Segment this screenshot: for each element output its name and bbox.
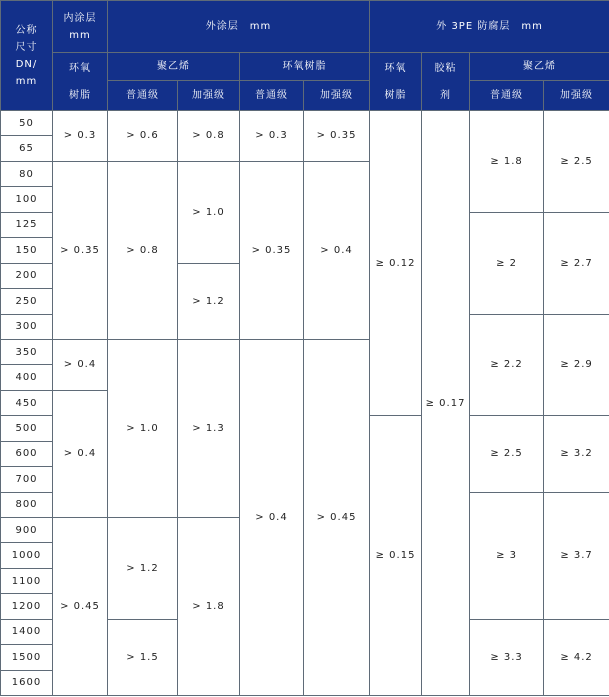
dn-cell: 800 [1,492,53,517]
pe3-polyethylene-header: 聚乙烯 [470,53,609,81]
dn-header-line-2: 尺寸 [15,41,38,53]
epoxy-reinforced-header: 加强级 [304,81,370,111]
dn-cell: 450 [1,390,53,415]
dn-cell: 200 [1,263,53,288]
pe3-reinforced-header: 加强级 [544,81,609,111]
pe-standard-header: 普通级 [108,81,178,111]
pe-reinforced-cell: > 1.3 [178,339,240,517]
pe3-standard-cell: ≥ 1.8 [470,111,544,213]
outer-epoxy-cell: ≥ 0.12 [370,111,422,416]
pe3-standard-cell: ≥ 2 [470,212,544,314]
dn-cell: 900 [1,518,53,543]
pe3-standard-cell: ≥ 3.3 [470,619,544,695]
dn-cell: 500 [1,416,53,441]
pe-reinforced-cell: > 1.8 [178,518,240,696]
inner-epoxy-header [53,53,108,111]
outer-epoxy-header [370,53,422,111]
dn-cell: 100 [1,187,53,212]
inner-coating-header-line-2: mm [69,29,91,41]
dn-cell: 400 [1,365,53,390]
epoxy-reinforced-cell: > 0.45 [304,339,370,695]
dn-cell: 1200 [1,594,53,619]
dn-cell: 250 [1,289,53,314]
epoxy-standard-header: 普通级 [240,81,304,111]
inner-epoxy-cell: > 0.4 [53,390,108,517]
epoxy-resin-header: 环氧树脂 [240,53,370,81]
dn-cell: 80 [1,161,53,186]
adhesive-header-line-1: 胶粘 [434,62,457,74]
outer-3pe-header: 外 3PE 防腐层 mm [370,1,609,53]
polyethylene-header: 聚乙烯 [108,53,240,81]
pe-standard-cell: > 0.6 [108,111,178,162]
pe-standard-cell: > 0.8 [108,161,178,339]
outer-epoxy-header-line-2: 树脂 [384,89,407,101]
dn-header-line-4: mm [15,75,38,87]
outer-epoxy-cell: ≥ 0.15 [370,416,422,696]
epoxy-standard-cell: > 0.4 [240,339,304,695]
dn-cell: 350 [1,339,53,364]
pe3-reinforced-cell: ≥ 2.5 [544,111,609,213]
dn-cell: 125 [1,212,53,237]
dn-cell: 1600 [1,670,53,695]
dn-cell: 50 [1,111,53,136]
inner-epoxy-cell: > 0.3 [53,111,108,162]
inner-epoxy-header-line-2: 树脂 [69,89,91,101]
dn-cell: 1500 [1,645,53,670]
dn-cell: 600 [1,441,53,466]
dn-header-line-1: 公称 [15,24,38,36]
pe3-standard-cell: ≥ 2.5 [470,416,544,492]
pe-standard-cell: > 1.5 [108,619,178,695]
dn-cell: 700 [1,467,53,492]
epoxy-reinforced-cell: > 0.35 [304,111,370,162]
dn-cell: 65 [1,136,53,161]
dn-cell: 300 [1,314,53,339]
inner-coating-header-line-1: 内涂层 [63,12,97,24]
table-row [1,111,609,136]
epoxy-standard-cell: > 0.3 [240,111,304,162]
pe3-reinforced-cell: ≥ 3.7 [544,492,609,619]
pe3-standard-cell: ≥ 2.2 [470,314,544,416]
inner-epoxy-cell: > 0.45 [53,518,108,696]
pe3-reinforced-cell: ≥ 3.2 [544,416,609,492]
pe3-reinforced-cell: ≥ 2.9 [544,314,609,416]
pe-standard-cell: > 1.2 [108,518,178,620]
inner-epoxy-header-line-1: 环氧 [69,62,91,74]
dn-header-line-3: DN/ [15,58,38,70]
dn-cell: 1000 [1,543,53,568]
pe-reinforced-cell: > 1.2 [178,263,240,339]
pe3-standard-cell: ≥ 3 [470,492,544,619]
pe-reinforced-header: 加强级 [178,81,240,111]
epoxy-reinforced-cell: > 0.4 [304,161,370,339]
outer-coating-header: 外涂层 mm [108,1,370,53]
adhesive-cell: ≥ 0.17 [422,111,470,696]
pe-reinforced-cell: > 0.8 [178,111,240,162]
pe3-standard-header: 普通级 [470,81,544,111]
dn-header [1,1,53,111]
inner-epoxy-cell: > 0.35 [53,161,108,339]
dn-cell: 150 [1,238,53,263]
pe3-reinforced-cell: ≥ 4.2 [544,619,609,695]
outer-epoxy-header-line-1: 环氧 [384,62,407,74]
pe3-reinforced-cell: ≥ 2.7 [544,212,609,314]
inner-coating-header [53,1,108,53]
pe-standard-cell: > 1.0 [108,339,178,517]
dn-cell: 1100 [1,568,53,593]
adhesive-header [422,53,470,111]
adhesive-header-line-2: 剂 [440,89,452,101]
epoxy-standard-cell: > 0.35 [240,161,304,339]
inner-epoxy-cell: > 0.4 [53,339,108,390]
pe-reinforced-cell: > 1.0 [178,161,240,263]
dn-cell: 1400 [1,619,53,644]
